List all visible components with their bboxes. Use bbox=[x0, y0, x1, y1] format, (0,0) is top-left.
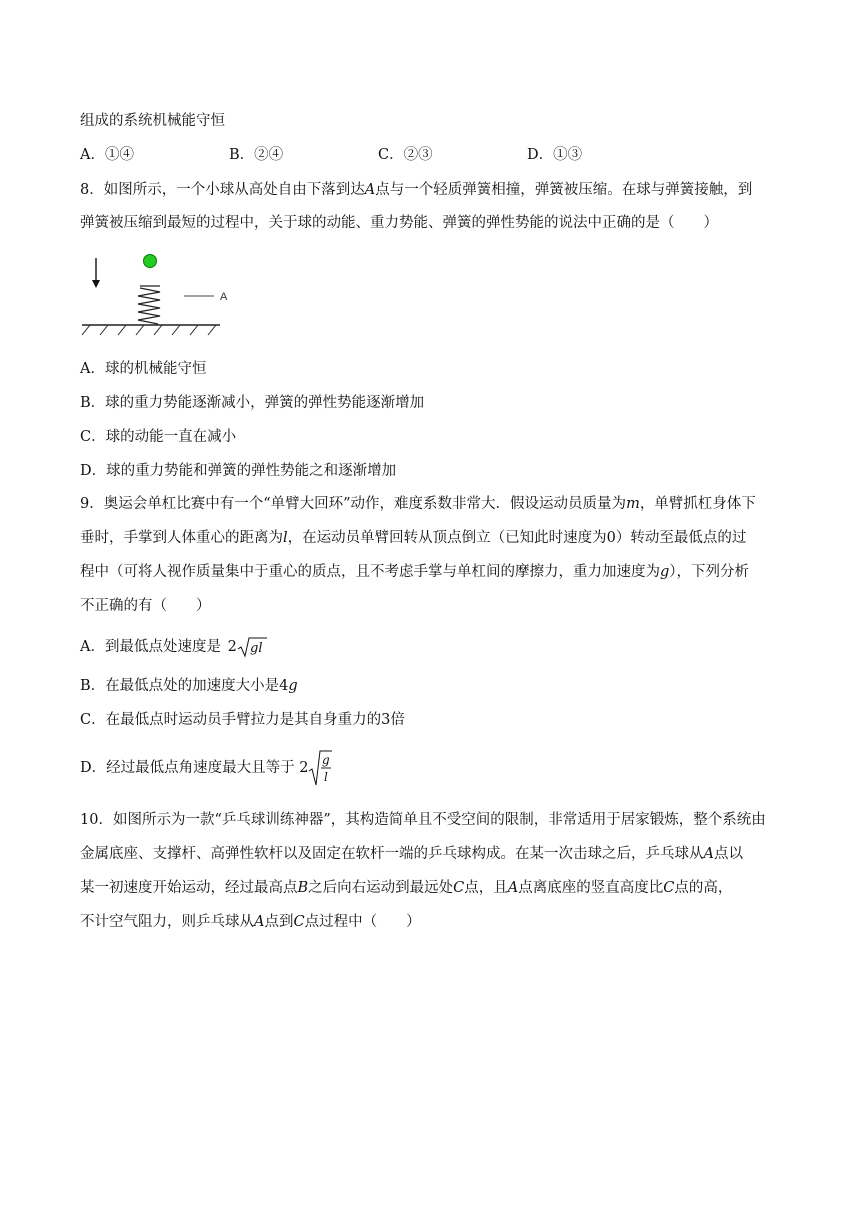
q8-stem-line1: 8．如图所示，一个小球从高处自由下落到达A点与一个轻质弹簧相撞，弹簧被压缩。在球与弹簧接触，到 bbox=[80, 182, 753, 198]
svg-text:l: l bbox=[324, 770, 329, 784]
q9-option-d: D．经过最低点角速度最大且等于 2 g l bbox=[80, 749, 332, 787]
q10-stem-line2: 金属底座、支撑杆、高弹性软杆以及固定在软杆一端的乒乓球构成。在某一次击球之后，乒乓球从A点以 bbox=[80, 846, 743, 862]
sqrt-g-over-l bbox=[308, 749, 332, 787]
q7-option-d: D．①③ bbox=[527, 147, 583, 163]
spring bbox=[138, 288, 160, 324]
q9-stem-line4: 不正确的有（ ） bbox=[80, 598, 211, 614]
q8-option-d: D．球的重力势能和弹簧的弹性势能之和逐渐增加 bbox=[80, 463, 397, 479]
q8-option-c: C．球的动能一直在减小 bbox=[80, 429, 237, 445]
figure-label-a: A bbox=[220, 291, 228, 303]
svg-text:g: g bbox=[322, 753, 331, 767]
q8-stem-line2: 弹簧被压缩到最短的过程中，关于球的动能、重力势能、弹簧的弹性势能的说法中正确的是（ ） bbox=[80, 215, 718, 231]
prev-question-tail: 组成的系统机械能守恒 bbox=[80, 113, 225, 129]
sqrt-gl bbox=[237, 636, 267, 658]
q7-option-c: C．②③ bbox=[378, 147, 433, 163]
q9-option-b: B．在最低点处的加速度大小是4g bbox=[80, 678, 298, 694]
q10-stem-line4: 不计空气阻力，则乒乓球从A点到C点过程中（ ） bbox=[80, 914, 421, 930]
svg-text:gl: gl bbox=[249, 641, 263, 656]
q9-option-c: C．在最低点时运动员手臂拉力是其自身重力的3倍 bbox=[80, 712, 405, 728]
q8-option-a: A．球的机械能守恒 bbox=[80, 361, 207, 377]
q8-figure bbox=[78, 248, 238, 338]
q9-stem-line2: 垂时，手掌到人体重心的距离为l，在运动员单臂回转从顶点倒立（已知此时速度为0）转动至最低点的过 bbox=[80, 530, 747, 546]
ball bbox=[144, 255, 157, 268]
q10-stem-line1: 10．如图所示为一款“乒乓球训练神器”，其构造简单且不受空间的限制，非常适用于居家锻炼，整个系统由 bbox=[80, 812, 766, 828]
q8-option-b: B．球的重力势能逐渐减小，弹簧的弹性势能逐渐增加 bbox=[80, 395, 425, 411]
q9-stem-line3: 程中（可将人视作质量集中于重心的质点，且不考虑手掌与单杠间的摩擦力，重力加速度为g），下列分析 bbox=[80, 564, 750, 580]
q7-option-a: A．①④ bbox=[80, 147, 134, 163]
q9-option-a: A．到最低点处速度是 2 gl bbox=[80, 636, 267, 658]
q10-stem-line3: 某一初速度开始运动，经过最高点B之后向右运动到最远处C点，且A点离底座的竖直高度比C点的高， bbox=[80, 880, 733, 896]
q7-option-b: B．②④ bbox=[229, 147, 284, 163]
q9-stem-line1: 9．奥运会单杠比赛中有一个“单臂大回环”动作，难度系数非常大．假设运动员质量为m，单臂抓杠身体下 bbox=[80, 496, 756, 512]
